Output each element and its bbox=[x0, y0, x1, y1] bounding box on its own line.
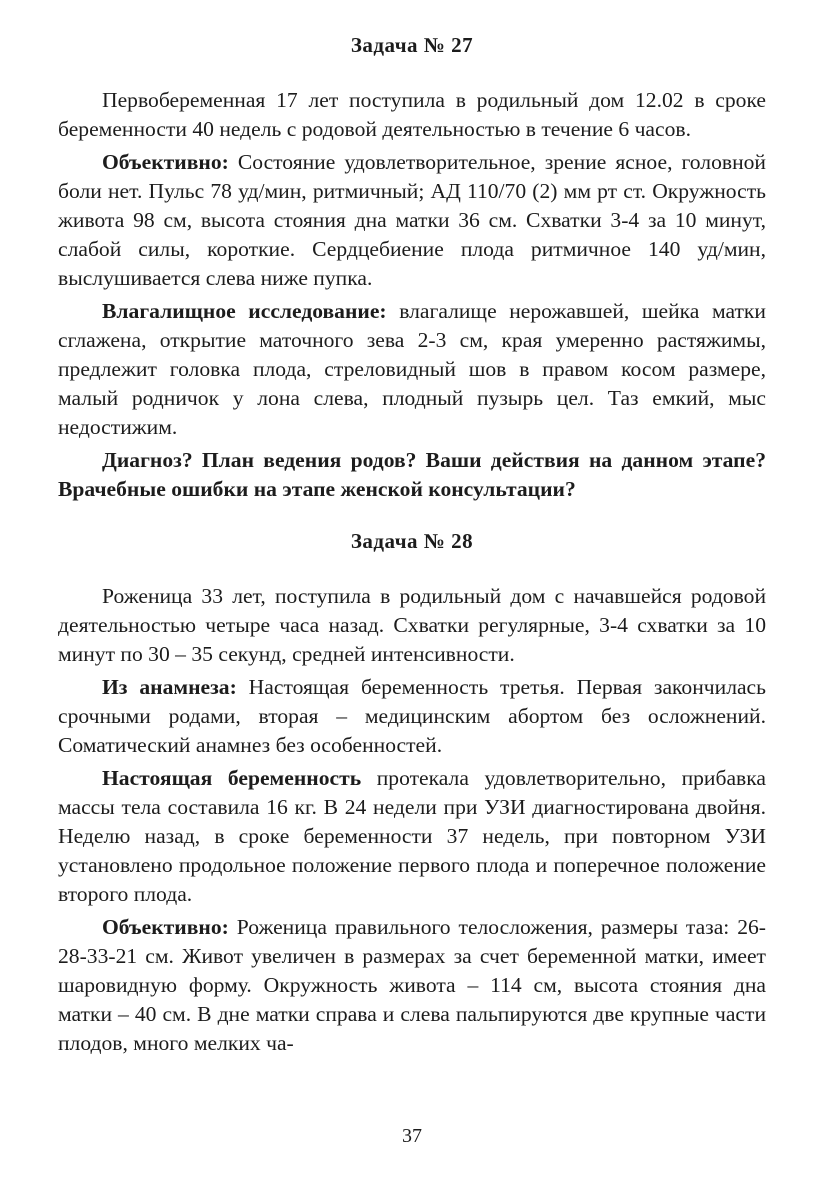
task-27-intro: Первобеременная 17 лет поступила в родильный дом 12.02 в сроке беременности 40 недель с родовой деятельностью в течение 6 часов. bbox=[58, 88, 766, 141]
task-27-vaginal-exam-text: влагалище нерожавшей, шейка матки сглажена, открытие маточного зева 2-3 см, края умеренно растяжимы, предлежит головка плода, стреловидный шов в правом косом размере, малый родничок у лона слева, плодный пузырь цел. Таз емкий, мыс недостижим. bbox=[58, 299, 766, 439]
task-28-intro: Роженица 33 лет, поступила в родильный дом с начавшейся родовой деятельностью четыре часа назад. Схватки регулярные, 3-4 схватки за 10 минут по 30 – 35 секунд, средней интенсивности. bbox=[58, 584, 766, 666]
task-28-pregnancy-lead: Настоящая беременность bbox=[102, 766, 362, 790]
task-27-vaginal-exam bbox=[58, 297, 766, 442]
task-27-objective-text: Состояние удовлетворительное, зрение ясное, головной боли нет. Пульс 78 уд/мин, ритмичный; АД 110/70 (2) мм рт ст. Окружность живота 98 см, высота стояния дна матки 36 см. Схватки 3-4 за 10 минут, слабой силы, короткие. Сердцебиение плода ритмичное 140 уд/мин, выслушивается слева ниже пупка. bbox=[58, 150, 766, 290]
task-28-anamnesis bbox=[58, 673, 766, 760]
task-28-anamnesis-text: Настоящая беременность третья. Первая закончилась срочными родами, вторая – медицинским абортом без осложнений. Соматический анамнез без особенностей. bbox=[58, 675, 766, 757]
task-28-pregnancy bbox=[58, 764, 766, 909]
task-28-anamnesis-lead: Из анамнеза: bbox=[102, 675, 237, 699]
task-27-vaginal-exam-lead: Влагалищное исследование: bbox=[102, 299, 387, 323]
task-28-objective bbox=[58, 913, 766, 1058]
task-27-title: Задача № 27 bbox=[350, 33, 474, 57]
document-page bbox=[58, 0, 766, 1186]
page-number: 37 bbox=[402, 1125, 422, 1147]
task-27-question: Диагноз? План ведения родов? Ваши действия на данном этапе? Врачебные ошибки на этапе женской консультации? bbox=[58, 448, 766, 501]
task-27-objective-lead: Объективно: bbox=[102, 150, 229, 174]
task-28-pregnancy-text: протекала удовлетворительно, прибавка массы тела составила 16 кг. В 24 недели при УЗИ диагностирована двойня. Неделю назад, в сроке беременности 37 недель, при повторном УЗИ установлено продольное положение первого плода и поперечное положение второго плода. bbox=[58, 766, 767, 906]
task-28-title: Задача № 28 bbox=[350, 529, 474, 553]
task-28-objective-text: Роженица правильного телосложения, размеры таза: 26-28-33-21 см. Живот увеличен в размерах за счет беременной матки, имеет шаровидную форму. Окружность живота – 114 см, высота стояния дна матки – 40 см. В дне матки справа и слева пальпируются две крупные части плодов, много мелких ча- bbox=[58, 915, 766, 1055]
task-28-objective-lead: Объективно: bbox=[102, 915, 229, 939]
task-27-objective bbox=[58, 148, 766, 293]
